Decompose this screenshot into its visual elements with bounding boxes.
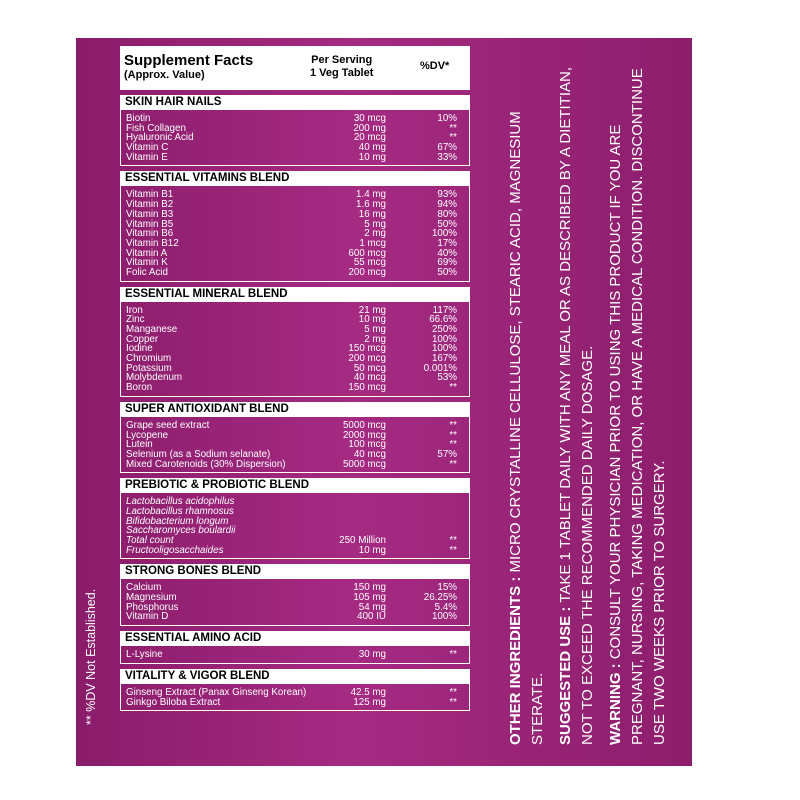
facts-header — [120, 46, 470, 90]
facts-subtitle: (Approx. Value) — [124, 69, 205, 81]
nutrient-name: Fructooligosacchaides — [126, 544, 224, 556]
facts-title: Supplement Facts — [124, 52, 254, 69]
nutrient-row — [126, 526, 465, 536]
nutrient-dv: 93% — [437, 189, 457, 201]
nutrient-row — [126, 354, 465, 364]
nutrient-amount: 1.6 mg — [356, 199, 386, 211]
nutrient-dv: ** — [449, 535, 457, 546]
nutrient-name: Vitamin B6 — [126, 228, 174, 240]
nutrient-amount: 150 mcg — [348, 343, 386, 355]
nutrient-amount: 55 mcg — [353, 257, 386, 269]
nutrient-name: Potassium — [126, 362, 172, 374]
nutrient-amount: 5 mg — [364, 324, 386, 335]
nutrient-name: Zinc — [126, 314, 145, 326]
nutrient-amount: 5 mg — [364, 218, 386, 230]
nutrient-row — [126, 603, 465, 613]
nutrient-name: Vitamin B1 — [126, 189, 174, 201]
nutrient-name: Iron — [126, 304, 143, 316]
nutrient-name: Vitamin A — [126, 247, 168, 259]
nutrient-amount: 2 mg — [364, 228, 386, 240]
nutrient-name: Vitamin E — [126, 151, 168, 163]
nutrient-name: Calcium — [126, 582, 162, 594]
nutrient-row — [126, 698, 465, 708]
nutrient-dv: 33% — [437, 151, 457, 163]
nutrient-dv: 5.4% — [434, 601, 457, 613]
nutrient-dv: 40% — [437, 247, 457, 259]
nutrient-row — [126, 650, 465, 660]
nutrient-name: Selenium (as a Sodium selanate) — [126, 448, 271, 460]
section-body — [120, 493, 470, 559]
nutrient-amount: 40 mcg — [353, 448, 386, 460]
nutrient-amount: 150 mcg — [348, 382, 386, 394]
nutrient-name: Vitamin K — [126, 257, 168, 269]
nutrient-amount: 250 Million — [339, 535, 386, 546]
nutrient-name: Magnesium — [126, 592, 177, 604]
nutrient-dv: 10% — [437, 113, 457, 124]
section-title: ESSENTIAL AMINO ACID — [120, 631, 470, 646]
nutrient-name: L-Lysine — [126, 649, 163, 661]
nutrient-name: Boron — [126, 382, 153, 394]
nutrient-amount: 30 mcg — [353, 113, 386, 124]
nutrient-dv: 53% — [437, 372, 457, 384]
nutrient-name: Ginseng Extract (Panax Ginseng Korean) — [126, 686, 307, 698]
nutrient-dv: ** — [449, 429, 457, 441]
nutrient-name: Vitamin C — [126, 142, 169, 154]
nutrient-row — [126, 153, 465, 163]
nutrient-row — [126, 143, 465, 153]
dv-not-established-note: ** %DV Not Established. — [84, 588, 98, 725]
nutrient-dv: ** — [449, 132, 457, 144]
nutrient-amount: 600 mcg — [348, 247, 386, 259]
nutrient-dv: ** — [449, 122, 457, 134]
nutrient-amount: 1.4 mg — [356, 189, 386, 201]
suggested-use: SUGGESTED USE : TAKE 1 TABLET DAILY WITH ANY MEAL OR AS DESCRIBED BY A DIETITIAN, NOT TO EXCEED THE RECOMMENDED DAILY DOSAGE. — [557, 67, 596, 745]
nutrient-amount: 42.5 mg — [350, 686, 386, 698]
nutrient-row — [126, 239, 465, 249]
nutrient-dv: 100% — [431, 343, 457, 355]
nutrient-name: Bifidobacterium longum — [126, 515, 229, 527]
nutrient-amount: 125 mg — [353, 696, 386, 708]
nutrient-row — [126, 133, 465, 143]
nutrient-dv: ** — [449, 544, 457, 556]
nutrient-amount: 54 mg — [358, 601, 386, 613]
nutrient-name: Lutein — [126, 439, 153, 451]
nutrient-amount: 1 mcg — [359, 237, 386, 249]
section-title: STRONG BONES BLEND — [120, 564, 470, 579]
nutrient-row — [126, 583, 465, 593]
nutrient-row — [126, 335, 465, 345]
section-body — [120, 186, 470, 281]
nutrient-amount: 5000 mcg — [342, 458, 386, 470]
nutrient-name: Biotin — [126, 113, 151, 124]
section-title: PREBIOTIC & PROBIOTIC BLEND — [120, 478, 470, 493]
section-title: ESSENTIAL MINERAL BLEND — [120, 287, 470, 302]
nutrient-row — [126, 249, 465, 259]
nutrient-row — [126, 268, 465, 278]
nutrient-name: Vitamin B5 — [126, 218, 174, 230]
nutrient-row — [126, 460, 465, 470]
nutrient-amount: 200 mcg — [348, 266, 386, 278]
nutrient-dv: ** — [449, 439, 457, 451]
section-body — [120, 110, 470, 166]
nutrient-amount: 40 mcg — [353, 372, 386, 384]
nutrient-dv: 67% — [437, 142, 457, 154]
section-body — [120, 646, 470, 664]
nutrient-dv: 250% — [431, 324, 457, 335]
nutrient-name: Lactobacillus acidophilus — [126, 496, 235, 508]
nutrient-dv: 0.001% — [423, 362, 457, 374]
nutrient-amount: 16 mg — [358, 208, 386, 220]
nutrient-row — [126, 612, 465, 622]
nutrient-row — [126, 200, 465, 210]
dv-header: %DV* — [420, 60, 450, 72]
nutrient-amount: 2 mg — [364, 333, 386, 345]
nutrient-dv: 100% — [431, 611, 457, 623]
nutrient-dv: 80% — [437, 208, 457, 220]
nutrient-dv: 50% — [437, 266, 457, 278]
nutrient-name: Copper — [126, 333, 159, 345]
nutrient-dv: 66.6% — [429, 314, 457, 326]
nutrient-amount: 40 mg — [358, 142, 386, 154]
nutrient-row — [126, 344, 465, 354]
nutrient-row — [126, 220, 465, 230]
nutrient-name: Vitamin B2 — [126, 199, 174, 211]
nutrient-dv: ** — [449, 696, 457, 708]
nutrient-name: Grape seed extract — [126, 419, 210, 431]
nutrient-dv: 26.25% — [423, 592, 457, 604]
other-ingredients: OTHER INGREDIENTS : MICRO CRYSTALLINE CELLULOSE, STEARIC ACID, MAGNESIUM STERATE. — [507, 111, 546, 745]
nutrient-amount: 200 mcg — [348, 353, 386, 365]
nutrient-name: Lactobacillus rhamnosus — [126, 505, 234, 517]
nutrient-amount: 400 IU — [357, 611, 386, 623]
nutrient-dv: ** — [449, 382, 457, 394]
nutrient-name: Vitamin B12 — [126, 237, 179, 249]
warning: WARNING : CONSULT YOUR PHYSICIAN PRIOR TO USING THIS PRODUCT IF YOU ARE PREGNANT, NURSING, TAKING MEDICATION, OR HAVE A MEDICAL CONDITION. DISCONTINUE USE TWO WEEKS PRIOR TO SURGERY. — [607, 68, 668, 745]
section-title: SUPER ANTIOXIDANT BLEND — [120, 402, 470, 417]
nutrient-name: Mixed Carotenoids (30% Dispersion) — [126, 458, 286, 470]
facts-sections — [120, 95, 470, 711]
nutrient-dv: 69% — [437, 257, 457, 269]
nutrient-row — [126, 421, 465, 431]
nutrient-dv: 117% — [432, 304, 457, 316]
supplement-facts-table — [120, 46, 470, 751]
nutrient-amount: 20 mcg — [353, 132, 386, 144]
nutrient-name: Phosphorus — [126, 601, 179, 613]
nutrient-row — [126, 190, 465, 200]
nutrient-dv: 94% — [437, 199, 457, 211]
nutrient-name: Hyaluronic Acid — [126, 132, 194, 144]
nutrient-dv: 167% — [431, 353, 457, 365]
nutrient-row — [126, 210, 465, 220]
nutrient-name: Vitamin B3 — [126, 208, 174, 220]
nutrient-name: Vitamin D — [126, 611, 169, 623]
section-title: SKIN HAIR NAILS — [120, 95, 470, 110]
nutrient-dv: ** — [449, 686, 457, 698]
directions-text-block — [505, 45, 677, 745]
nutrient-name: Manganese — [126, 324, 178, 335]
nutrient-amount: 2000 mcg — [342, 429, 386, 441]
nutrient-name: Molybdenum — [126, 372, 183, 384]
nutrient-amount: 105 mg — [353, 592, 386, 604]
nutrient-name: Chromium — [126, 353, 172, 365]
nutrient-row — [126, 546, 465, 556]
nutrient-amount: 10 mg — [358, 314, 386, 326]
nutrient-dv: 57% — [437, 448, 457, 460]
nutrient-dv: 50% — [437, 218, 457, 230]
section-body — [120, 302, 470, 397]
nutrient-amount: 5000 mcg — [342, 419, 386, 431]
nutrient-amount: 21 mg — [358, 304, 386, 316]
nutrient-amount: 150 mg — [353, 582, 386, 594]
per-serving-header: Per Serving 1 Veg Tablet — [310, 54, 374, 79]
nutrient-amount: 50 mcg — [353, 362, 386, 374]
nutrient-dv: 100% — [431, 333, 457, 345]
nutrient-dv: 17% — [437, 237, 457, 249]
section-body — [120, 684, 470, 711]
nutrient-row — [126, 383, 465, 393]
section-title: ESSENTIAL VITAMINS BLEND — [120, 171, 470, 186]
nutrient-dv: 15% — [437, 582, 457, 594]
nutrient-row — [126, 306, 465, 316]
nutrient-dv: ** — [449, 419, 457, 431]
nutrient-name: Folic Acid — [126, 266, 168, 278]
nutrient-row — [126, 258, 465, 268]
nutrient-name: Fish Collagen — [126, 122, 186, 134]
section-title: VITALITY & VIGOR BLEND — [120, 669, 470, 684]
nutrient-row — [126, 431, 465, 441]
nutrient-name: Lycopene — [126, 429, 169, 441]
nutrient-name: Saccharomyces boulardii — [126, 525, 236, 537]
nutrient-dv: ** — [449, 458, 457, 470]
nutrient-name: Iodine — [126, 343, 153, 355]
nutrient-row — [126, 325, 465, 335]
nutrient-name: Total count — [126, 535, 174, 546]
nutrient-amount: 100 mcg — [348, 439, 386, 451]
section-body — [120, 579, 470, 626]
nutrient-name: Ginkgo Biloba Extract — [126, 696, 221, 708]
nutrient-amount: 10 mg — [358, 544, 386, 556]
nutrient-row — [126, 373, 465, 383]
nutrient-amount: 10 mg — [358, 151, 386, 163]
nutrient-dv: 100% — [431, 228, 457, 240]
nutrient-dv: ** — [449, 649, 457, 661]
section-body — [120, 417, 470, 473]
nutrient-amount: 200 mg — [353, 122, 386, 134]
nutrient-amount: 30 mg — [358, 649, 386, 661]
